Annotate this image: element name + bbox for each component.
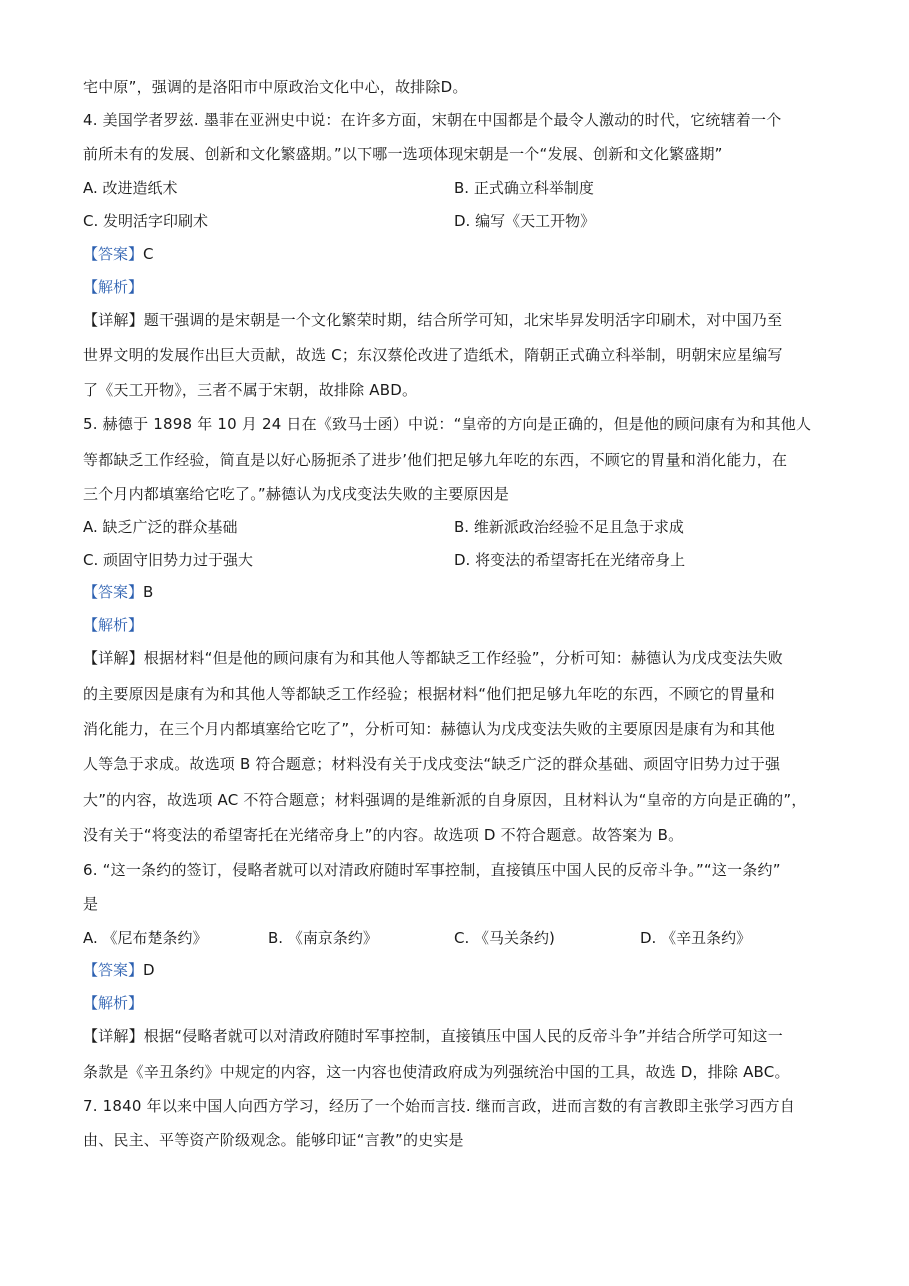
question-4-explanation: 了《天工开物》，三者不属于宋朝，故排除 ABD。 — [83, 381, 418, 399]
question-4-option-d: D. 编写《天工开物》 — [454, 212, 596, 230]
question-5-option-b: B. 维新派政治经验不足且急于求成 — [454, 518, 684, 536]
answer-value: B — [143, 583, 154, 601]
question-5-stem: 三个月内都填塞给它吃了。”赫德认为戊戌变法失败的主要原因是 — [83, 485, 510, 503]
question-5-option-d: D. 将变法的希望寄托在光绪帝身上 — [454, 551, 686, 569]
answer-tag: 【答案】 — [83, 583, 144, 601]
question-7-stem: 7. 1840 年以来中国人向西方学习，经历了一个始而言技. 继而言政，进而言数的有言教即主张学习西方自 — [83, 1097, 795, 1115]
question-5-stem: 等都缺乏工作经验，简直是以好心肠扼杀了进步’他们把足够九年吃的东西，不顾它的胃量和消化能力，在 — [83, 451, 788, 469]
answer-value: D — [143, 961, 155, 979]
question-6-analysis-tag: 【解析】 — [83, 994, 144, 1012]
question-6-option-a: A. 《尼布楚条约》 — [83, 929, 208, 947]
question-4-option-c: C. 发明活字印刷术 — [83, 212, 209, 230]
question-6-option-b: B. 《南京条约》 — [268, 929, 378, 947]
question-4-analysis-tag: 【解析】 — [83, 278, 144, 296]
text-line: 宅中原”，强调的是洛阳市中原政治文化中心，故排除D。 — [83, 78, 468, 96]
question-4-option-b: B. 正式确立科举制度 — [454, 179, 594, 197]
question-5-option-c: C. 顽固守旧势力过于强大 — [83, 551, 254, 569]
question-5-explanation: 的主要原因是康有为和其他人等都缺乏工作经验；根据材料“他们把足够九年吃的东西，不顾它的胃量和 — [83, 685, 775, 703]
question-5-explanation: 【详解】根据材料“但是他的顾问康有为和其他人等都缺乏工作经验”，分析可知：赫德认为戊戌变法失败 — [83, 649, 783, 667]
answer-tag: 【答案】 — [83, 961, 144, 979]
question-6-answer — [83, 960, 155, 980]
question-5-option-a: A. 缺乏广泛的群众基础 — [83, 518, 238, 536]
question-5-explanation: 大”的内容，故选项 AC 不符合题意；材料强调的是维新派的自身原因，且材料认为“皇帝的方向是正确的”， — [83, 791, 807, 809]
question-5-answer — [83, 582, 153, 602]
question-6-stem: 6. “这一条约的签订，侵略者就可以对清政府随时军事控制，直接镇压中国人民的反帝斗争。”“这一条约” — [83, 861, 781, 879]
question-6-option-c: C. 《马关条约) — [454, 929, 555, 947]
answer-value: C — [143, 245, 154, 263]
answer-tag: 【答案】 — [83, 245, 144, 263]
question-7-stem: 由、民主、平等资产阶级观念。能够印证“言教”的史实是 — [83, 1131, 464, 1149]
question-4-option-a: A. 改进造纸术 — [83, 179, 178, 197]
question-5-analysis-tag: 【解析】 — [83, 616, 144, 634]
question-4-explanation: 【详解】题干强调的是宋朝是一个文化繁荣时期，结合所学可知，北宋毕昇发明活字印刷术，对中国乃至 — [83, 311, 783, 329]
question-5-explanation: 没有关于“将变法的希望寄托在光绪帝身上”的内容。故选项 D 不符合题意。故答案为 B。 — [83, 826, 684, 844]
question-6-stem: 是 — [83, 895, 99, 913]
question-5-stem: 5. 赫德于 1898 年 10 月 24 日在《致马士函）中说：“皇帝的方向是正确的，但是他的顾问康有为和其他人 — [83, 415, 812, 433]
question-5-explanation: 人等急于求成。故选项 B 符合题意；材料没有关于戊戌变法“缺乏广泛的群众基础、顽固守旧势力过于强 — [83, 755, 781, 773]
question-6-option-d: D. 《辛丑条约》 — [640, 929, 752, 947]
question-6-explanation: 条款是《辛丑条约》中规定的内容，这一内容也使清政府成为列强统治中国的工具，故选 D，排除 ABC。 — [83, 1063, 790, 1081]
question-5-explanation: 消化能力，在三个月内都填塞给它吃了”，分析可知：赫德认为戊戌变法失败的主要原因是康有为和其他 — [83, 720, 775, 738]
question-4-stem: 4. 美国学者罗兹. 墨菲在亚洲史中说：在许多方面，宋朝在中国都是个最令人激动的时代，它统辖着一个 — [83, 111, 782, 129]
question-4-explanation: 世界文明的发展作出巨大贡献，故选 C；东汉蔡伦改进了造纸术，隋朝正式确立科举制，明朝宋应星编写 — [83, 346, 783, 364]
question-6-explanation: 【详解】根据“侵略者就可以对清政府随时军事控制，直接镇压中国人民的反帝斗争”并结合所学可知这一 — [83, 1027, 783, 1045]
question-4-stem: 前所未有的发展、创新和文化繁盛期。”以下哪一选项体现宋朝是一个“发展、创新和文化繁盛期” — [83, 145, 723, 163]
question-4-answer — [83, 244, 154, 264]
